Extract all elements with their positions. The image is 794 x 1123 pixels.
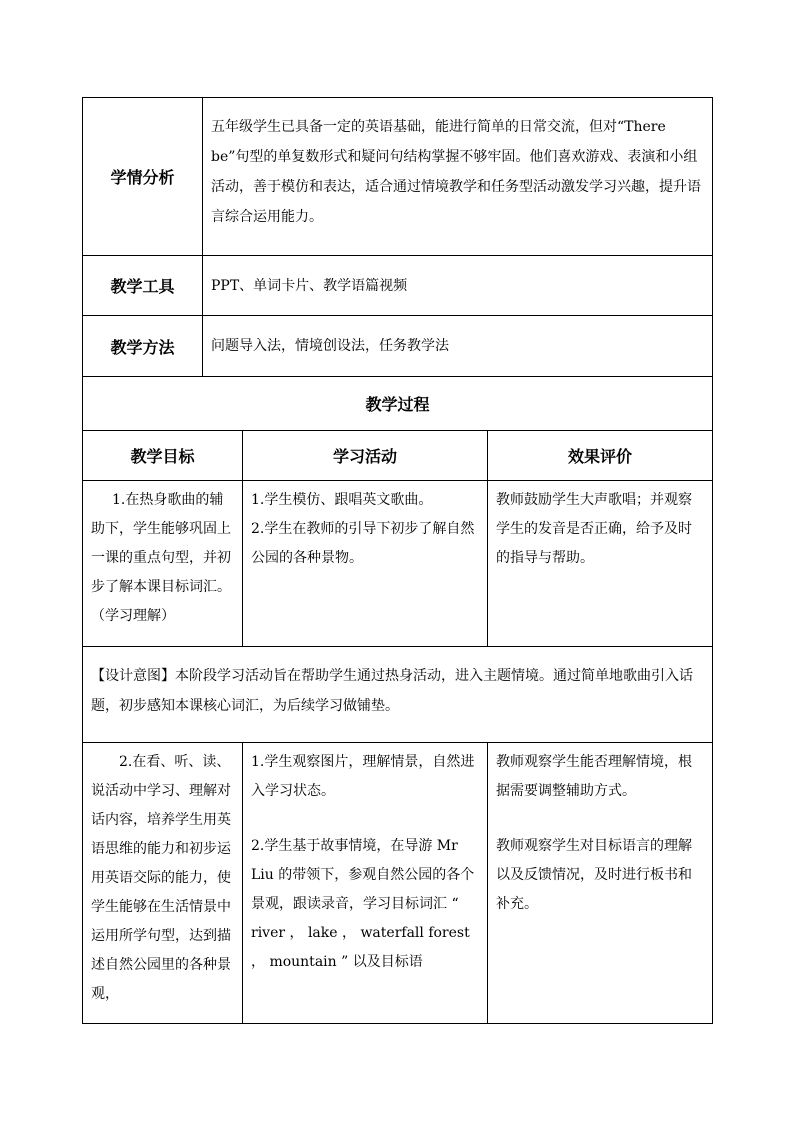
process-header-row — [83, 431, 713, 481]
stage2-goal: 2.在看、听、读、说活动中学习、理解对话内容，培养学生用英语思维的能力和初步运用英语交际的能力，使学生能够在生活情景中运用所学句型，达到描述自然公园里的各种景观， — [83, 743, 243, 1024]
analysis-label: 学情分析 — [83, 98, 203, 256]
stage2-activity-2: 2.学生基于故事情境，在导游 Mr Liu 的带领下，参观自然公园的各个景观，跟读录音，学习目标词汇 “ river ， lake ， waterfall forest ， mountain ” 以及目标语 — [251, 838, 475, 970]
stage2-evaluation-1: 教师观察学生能否理解情境，根据需要调整辅助方式。 — [496, 754, 692, 799]
stage2-activity-1: 1.学生观察图片，理解情景，自然进入学习状态。 — [251, 754, 475, 799]
analysis-text: 五年级学生已具备一定的英语基础，能进行简单的日常交流，但对“There be”句型的单复数形式和疑问句结构掌握不够牢固。他们喜欢游戏、表演和小组活动，善于模仿和表达，适合通过情境教学和任务型活动激发学习兴趣，提升语言综合运用能力。 — [203, 98, 713, 256]
stage1-goal: 1.在热身歌曲的辅助下，学生能够巩固上一课的重点句型，并初步了解本课目标词汇。（学习理解） — [83, 481, 243, 647]
process-title-row — [83, 377, 713, 431]
tools-label: 教学工具 — [83, 256, 203, 316]
header-goal: 教学目标 — [83, 431, 243, 481]
stage2-row — [83, 743, 713, 1024]
spacer — [496, 806, 704, 832]
stage1-activity-2: 2.学生在教师的引导下初步了解自然公园的各种景物。 — [251, 521, 475, 566]
stage1-row — [83, 481, 713, 647]
stage1-activity-1: 1.学生模仿、跟唱英文歌曲。 — [251, 492, 433, 508]
methods-text: 问题导入法，情境创设法，任务教学法 — [203, 316, 713, 377]
methods-row — [83, 316, 713, 377]
stage1-activity — [243, 481, 488, 647]
design-intent-text: 【设计意图】本阶段学习活动旨在帮助学生通过热身活动，进入主题情境。通过简单地歌曲引入话题，初步感知本课核心词汇，为后续学习做铺垫。 — [83, 647, 713, 743]
spacer — [251, 806, 479, 832]
stage2-evaluation — [488, 743, 713, 1024]
stage1-evaluation: 教师鼓励学生大声歌唱；并观察学生的发音是否正确，给予及时的指导与帮助。 — [488, 481, 713, 647]
stage2-evaluation-2: 教师观察学生对目标语言的理解以及反馈情况，及时进行板书和补充。 — [496, 838, 692, 912]
process-title: 教学过程 — [83, 377, 713, 431]
header-activity: 学习活动 — [243, 431, 488, 481]
design-intent-row — [83, 647, 713, 743]
methods-label: 教学方法 — [83, 316, 203, 377]
analysis-row — [83, 98, 713, 256]
lesson-plan-page — [82, 97, 712, 1024]
tools-row — [83, 256, 713, 316]
header-evaluation: 效果评价 — [488, 431, 713, 481]
stage2-activity — [243, 743, 488, 1024]
lesson-plan-table — [82, 97, 713, 1024]
tools-text: PPT、单词卡片、教学语篇视频 — [203, 256, 713, 316]
